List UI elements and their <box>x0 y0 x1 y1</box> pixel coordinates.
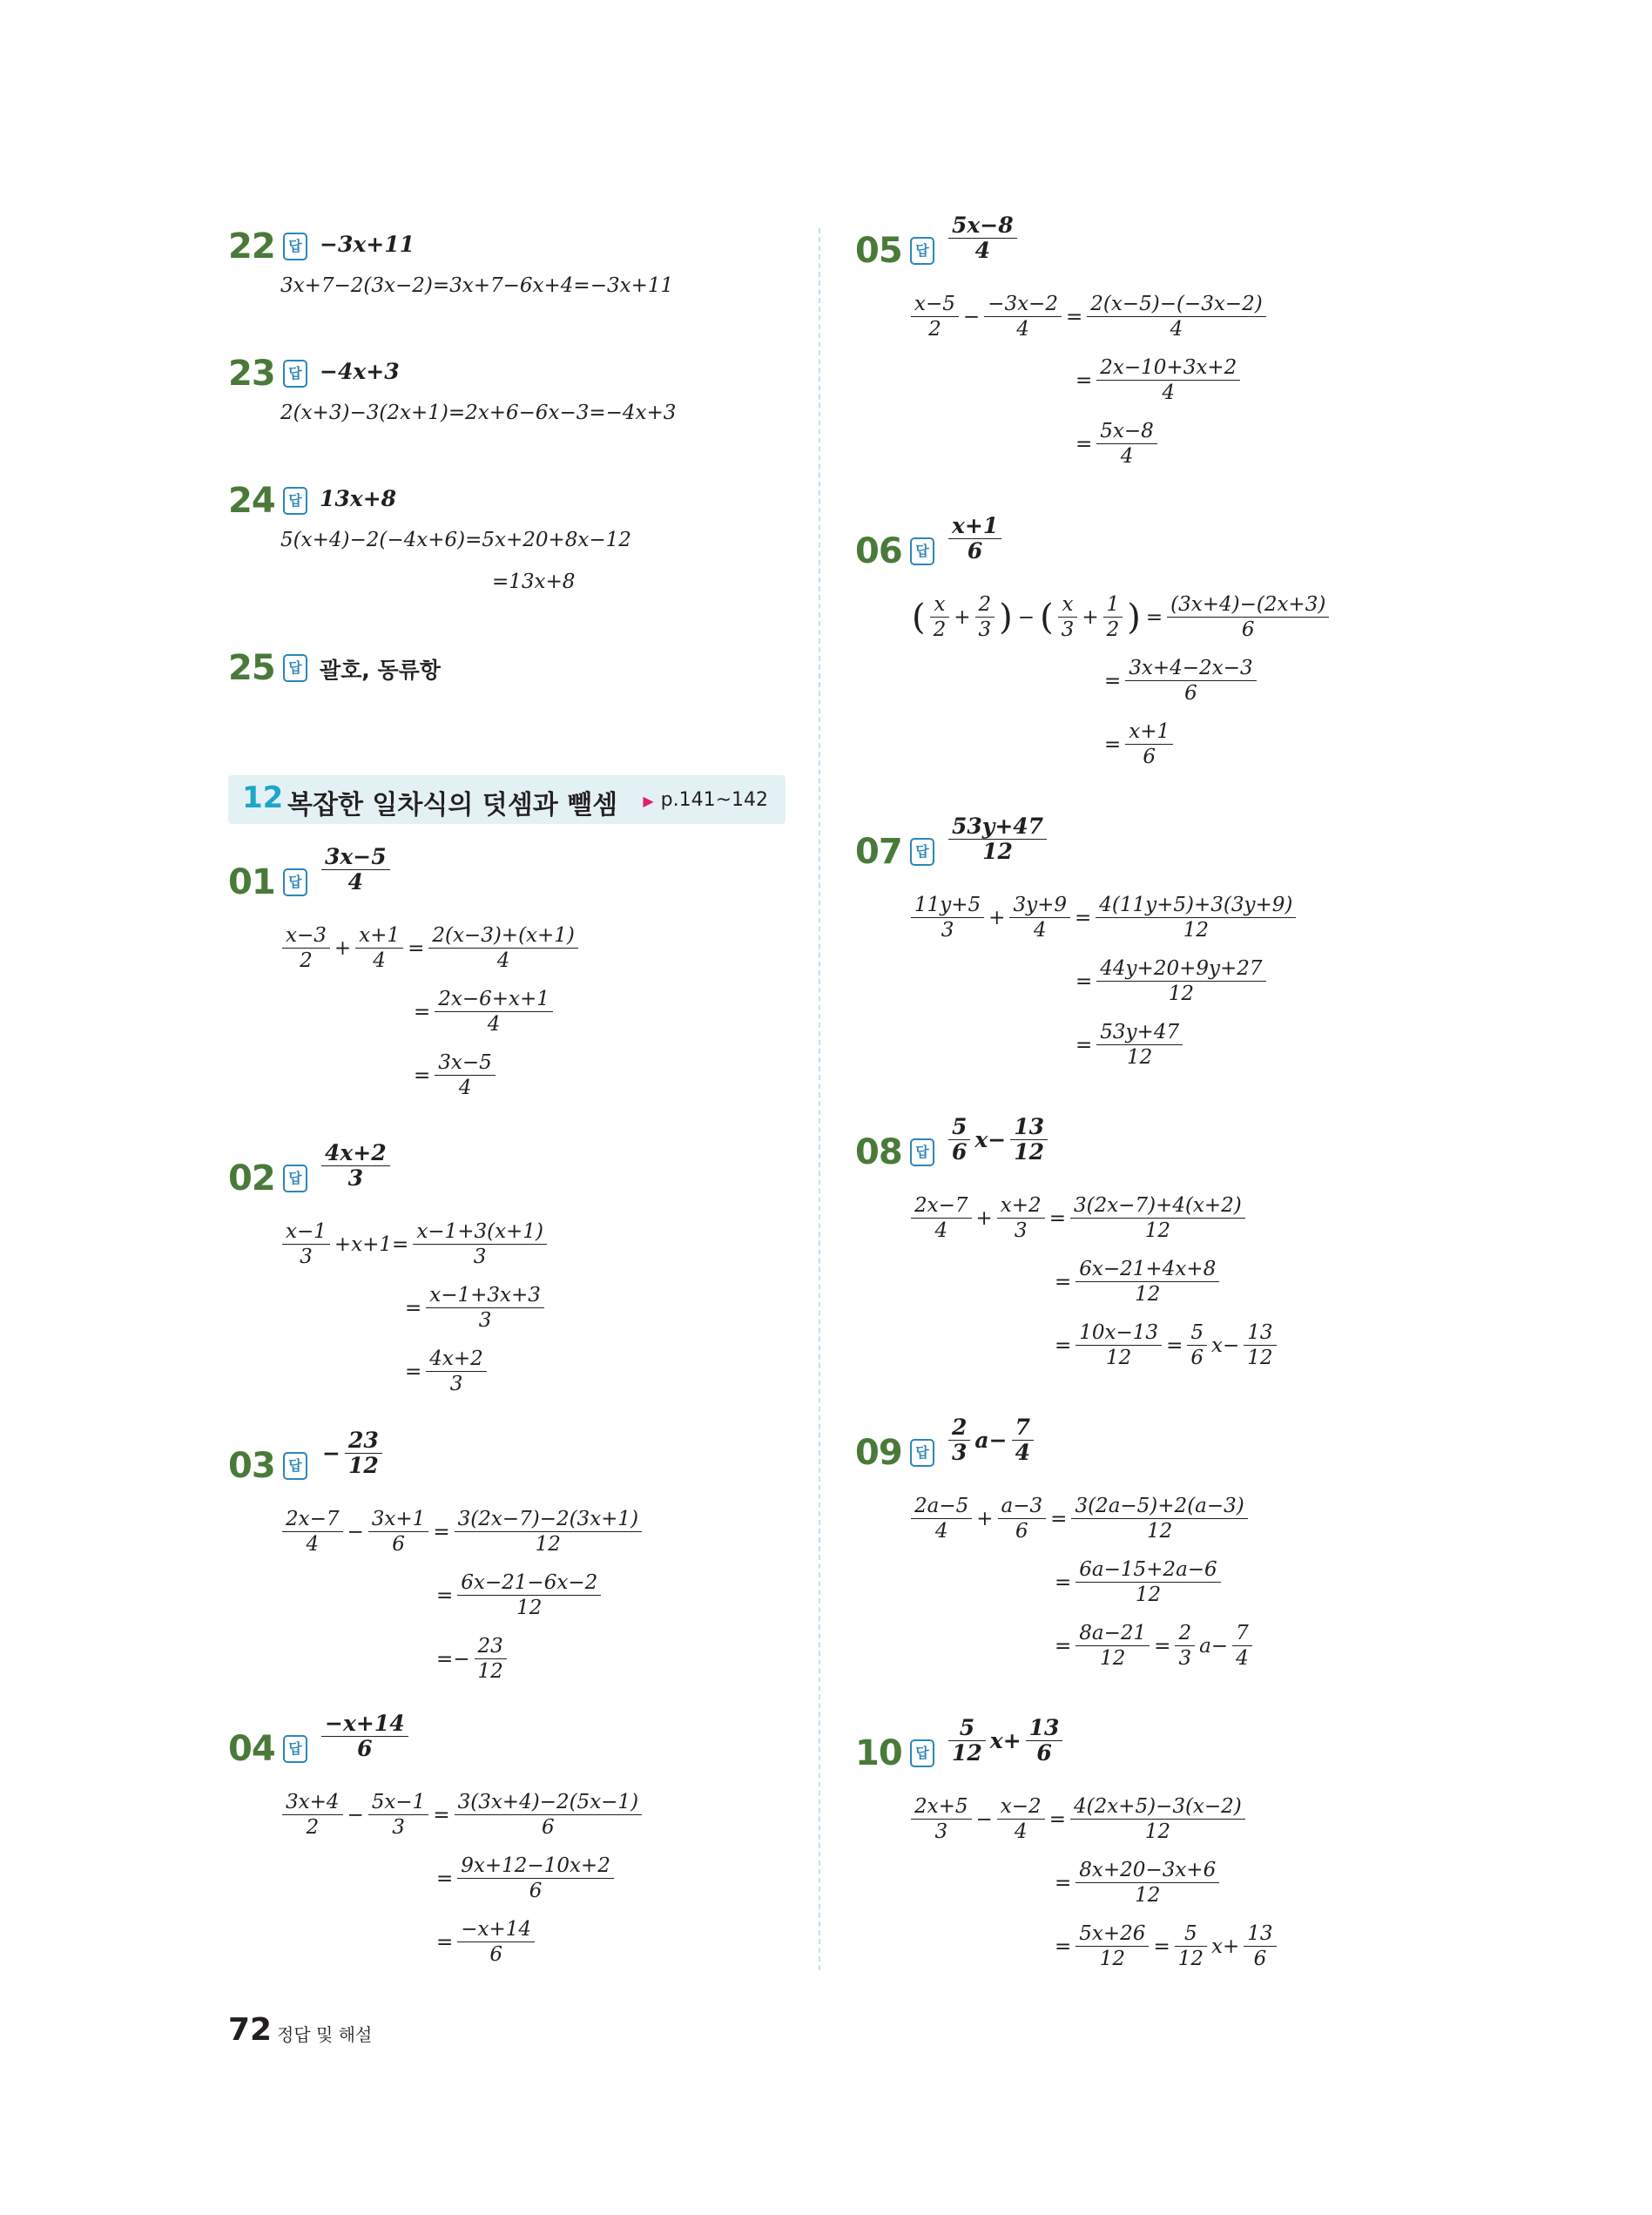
answer-tag: 답 <box>283 654 307 682</box>
problem-number: 10 <box>855 1733 902 1773</box>
answer-tag: 답 <box>910 537 934 565</box>
answer-tag: 답 <box>283 1165 307 1192</box>
problem-number: 06 <box>855 531 902 571</box>
solution-step-1: $\frac{x-1}{3}$ +x+1= $\frac{x-1+3(x+1)}{3}$ <box>280 1219 549 1269</box>
solution-step-2: = $\frac{x-1+3x+3}{3}$ <box>402 1283 546 1333</box>
answer: $\frac{x+1}{6}$ <box>947 514 1003 564</box>
page-range: p.141~142 <box>660 789 768 811</box>
solution-step-2: = $\frac{6x-21-6x-2}{12}$ <box>434 1570 603 1620</box>
answer: $\frac{5x-8}{4}$ <box>947 213 1019 263</box>
solution-step-1: $\frac{2x-7}{4}$ − $\frac{3x+1}{6}$ = $\frac{3(2x-7)-2(3x+1)}{12}$ <box>280 1507 644 1557</box>
solution-step-1: $\frac{x-5}{2}$ − $\frac{-3x-2}{4}$ = $\frac{2(x-5)-(-3x-2)}{4}$ <box>909 292 1268 341</box>
section-header <box>228 775 786 824</box>
answer-tag: 답 <box>910 1739 934 1767</box>
solution-step-3: = $\frac{53y+47}{12}$ <box>1073 1020 1184 1070</box>
problem-number: 22 <box>228 226 275 267</box>
solution-step-2: = $\frac{2x-10+3x+2}{4}$ <box>1073 355 1242 405</box>
answer: $\frac{5}{12}$ x+ $\frac{13}{6}$ <box>947 1716 1064 1766</box>
solution-step-1: $\frac{2a-5}{4}$ + $\frac{a-3}{6}$ = $\frac{3(2a-5)+2(a-3)}{12}$ <box>909 1494 1250 1543</box>
answer: $\frac{3x-5}{4}$ <box>320 845 392 895</box>
answer-tag: 답 <box>283 233 307 260</box>
page-number: 72 <box>228 2012 273 2048</box>
answer: $\frac{53y+47}{12}$ <box>947 814 1049 864</box>
answer: − $\frac{23}{12}$ <box>320 1428 384 1478</box>
solution-step-3: = $\frac{5x-8}{4}$ <box>1073 419 1159 469</box>
answer-tag: 답 <box>910 1138 934 1166</box>
solution-step-3: = $\frac{3x-5}{4}$ <box>411 1050 497 1100</box>
solution-step-3: = $\frac{5x+26}{12}$ = $\frac{5}{12}$ x+ $\frac{13}{6}$ <box>1052 1921 1278 1971</box>
solution-line: =13x+8 <box>492 571 576 593</box>
solution-line: 3x+7−2(3x−2)=3x+7−6x+4=−3x+11 <box>280 274 674 297</box>
problem-number: 04 <box>228 1729 275 1769</box>
solution-step-1: ( $\frac{x}{2}$ + $\frac{2}{3}$ ) − ( $\frac{x}{3}$ + $\frac{1}{2}$ ) = $\frac{(3x+4)-(2x+3)}{6}$ <box>909 592 1331 642</box>
answer: −3x+11 <box>320 232 415 257</box>
solution-step-2: = $\frac{8x+20-3x+6}{12}$ <box>1052 1858 1221 1908</box>
answer-tag: 답 <box>910 1439 934 1467</box>
answer-tag: 답 <box>910 237 934 265</box>
answer: $\frac{4x+2}{3}$ <box>320 1141 392 1191</box>
triangle-icon: ▶ <box>643 793 654 809</box>
problem-number: 02 <box>228 1158 275 1199</box>
solution-step-1: $\frac{x-3}{2}$ + $\frac{x+1}{4}$ = $\frac{2(x-3)+(x+1)}{4}$ <box>280 923 580 973</box>
answer-tag: 답 <box>283 1735 307 1763</box>
solution-step-3: = $\frac{8a-21}{12}$ = $\frac{2}{3}$ a− $\frac{7}{4}$ <box>1052 1621 1254 1671</box>
solution-step-3: = $\frac{x+1}{6}$ <box>1102 719 1175 769</box>
section-number: 12 <box>242 780 284 815</box>
problem-number: 05 <box>855 231 902 271</box>
solution-step-3: =− $\frac{23}{12}$ <box>434 1634 509 1684</box>
problem-number: 03 <box>228 1446 275 1486</box>
problem-number: 09 <box>855 1433 902 1473</box>
section-title: 복잡한 일차식의 덧셈과 뺄셈 <box>287 790 618 820</box>
answer: 13x+8 <box>320 486 397 511</box>
answer: 괄호, 동류항 <box>320 658 441 683</box>
solution-step-2: = $\frac{3x+4-2x-3}{6}$ <box>1102 656 1258 706</box>
solution-step-2: = $\frac{44y+20+9y+27}{12}$ <box>1073 956 1268 1006</box>
solution-step-3: = $\frac{4x+2}{3}$ <box>402 1347 489 1396</box>
problem-number: 24 <box>228 481 275 521</box>
solution-step-2: = $\frac{6x-21+4x+8}{12}$ <box>1052 1257 1221 1307</box>
solution-step-1: $\frac{2x-7}{4}$ + $\frac{x+2}{3}$ = $\frac{3(2x-7)+4(x+2)}{12}$ <box>909 1193 1247 1243</box>
problem-number: 23 <box>228 354 275 394</box>
solution-step-3: = $\frac{-x+14}{6}$ <box>434 1917 536 1967</box>
solution-step-2: = $\frac{2x-6+x+1}{4}$ <box>411 987 555 1037</box>
answer-tag: 답 <box>283 487 307 515</box>
answer: −4x+3 <box>320 359 400 384</box>
answer: $\frac{-x+14}{6}$ <box>320 1712 410 1761</box>
footer-label: 정답 및 해설 <box>277 2024 373 2045</box>
answer: $\frac{5}{6}$ x− $\frac{13}{12}$ <box>947 1115 1049 1165</box>
answer-tag: 답 <box>283 1452 307 1480</box>
problem-number: 01 <box>228 862 275 902</box>
solution-step-2: = $\frac{6a-15+2a-6}{12}$ <box>1052 1557 1223 1607</box>
answer: $\frac{2}{3}$ a− $\frac{7}{4}$ <box>947 1415 1035 1465</box>
solution-step-3: = $\frac{10x-13}{12}$ = $\frac{5}{6}$ x− $\frac{13}{12}$ <box>1052 1320 1278 1370</box>
solution-step-1: $\frac{2x+5}{3}$ − $\frac{x-2}{4}$ = $\frac{4(2x+5)-3(x-2)}{12}$ <box>909 1794 1247 1844</box>
problem-number: 07 <box>855 832 902 872</box>
solution-step-1: $\frac{3x+4}{2}$ − $\frac{5x-1}{3}$ = $\frac{3(3x+4)-2(5x-1)}{6}$ <box>280 1790 644 1840</box>
problem-number: 25 <box>228 648 275 688</box>
solution-step-1: $\frac{11y+5}{3}$ + $\frac{3y+9}{4}$ = $\frac{4(11y+5)+3(3y+9)}{12}$ <box>909 893 1298 942</box>
answer-tag: 답 <box>283 868 307 896</box>
solution-line: 5(x+4)−2(−4x+6)=5x+20+8x−12 <box>280 529 631 551</box>
answer-tag: 답 <box>283 360 307 388</box>
solution-line: 2(x+3)−3(2x+1)=2x+6−6x−3=−4x+3 <box>280 402 677 424</box>
column-divider <box>819 228 820 1970</box>
page-reference <box>643 789 768 811</box>
solution-step-2: = $\frac{9x+12-10x+2}{6}$ <box>434 1854 616 1903</box>
answer-tag: 답 <box>910 838 934 866</box>
problem-number: 08 <box>855 1132 902 1172</box>
